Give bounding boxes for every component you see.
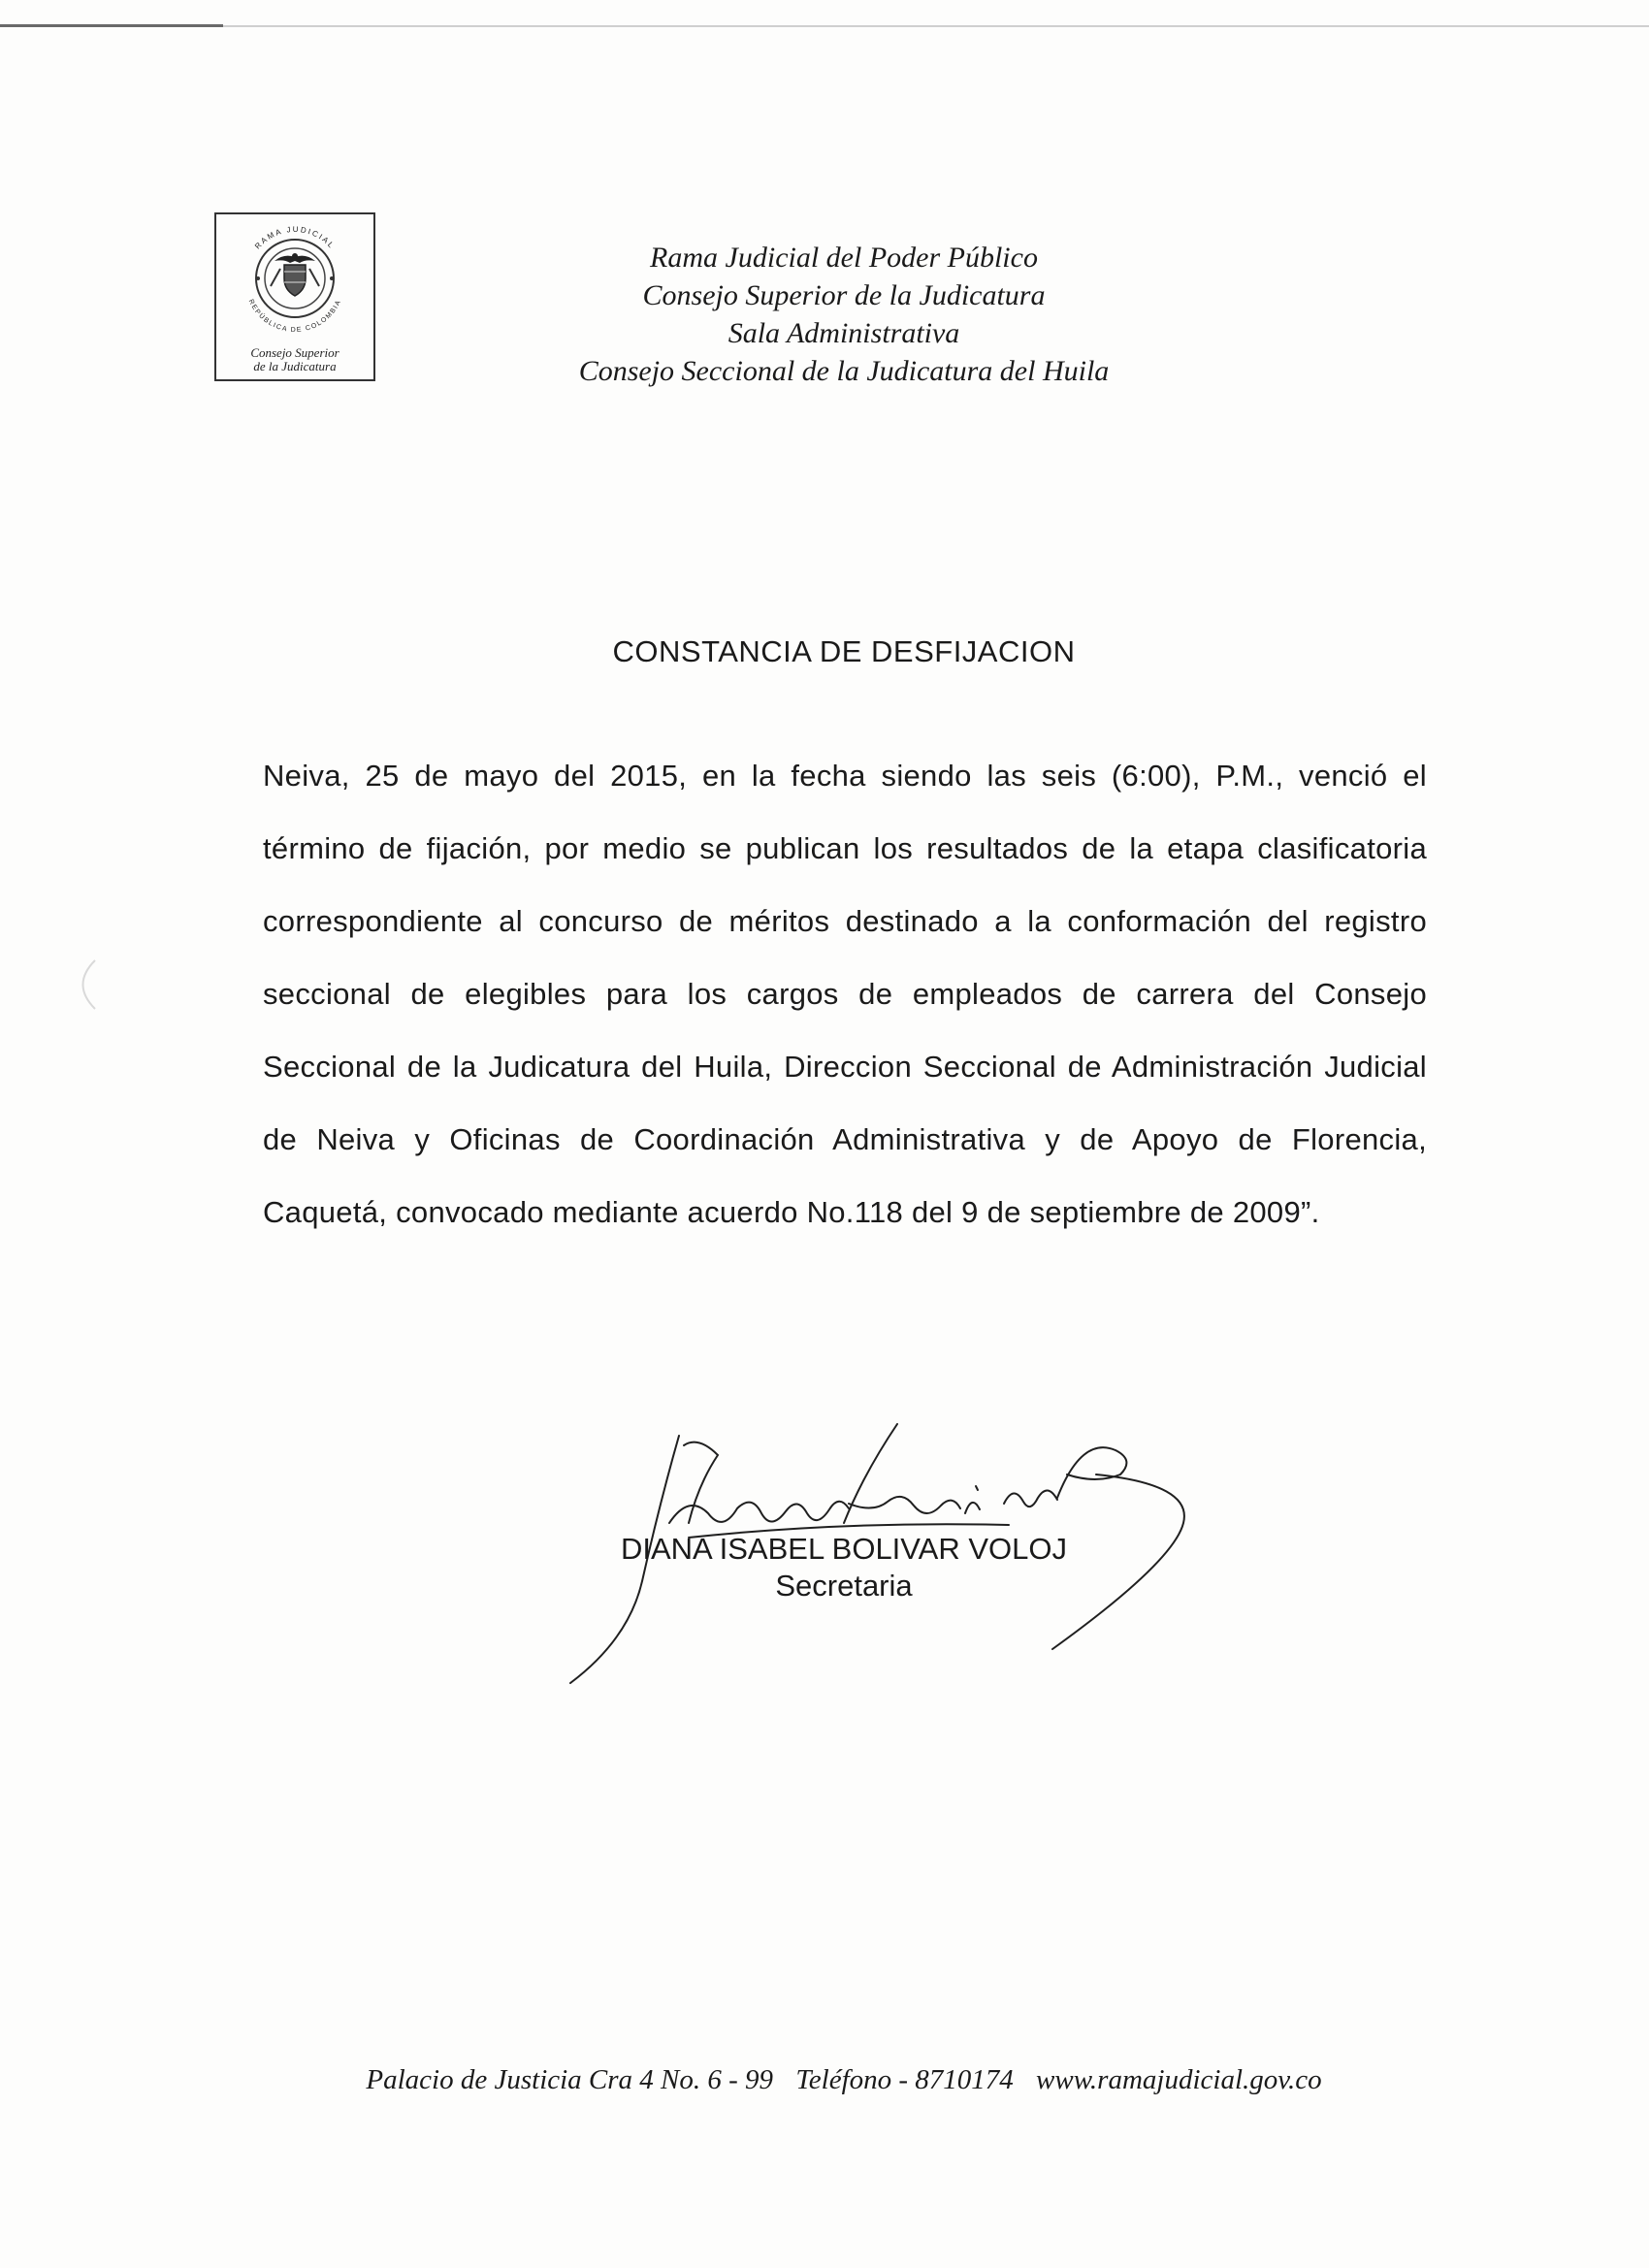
colombia-coat-of-arms-seal-icon bbox=[224, 218, 366, 335]
logo-caption bbox=[216, 346, 373, 373]
scan-artifact bbox=[66, 956, 105, 1014]
signer-name: DIANA ISABEL BOLIVAR VOLOJ bbox=[620, 1532, 1067, 1566]
page-footer bbox=[0, 2064, 1649, 2096]
institution-logo bbox=[214, 212, 375, 381]
logo-caption-line2: de la Judicatura bbox=[253, 359, 337, 373]
letterhead-line1: Rama Judicial del Poder Público bbox=[650, 242, 1038, 274]
body-paragraph: Neiva, 25 de mayo del 2015, en la fecha siendo las seis (6:00), P.M., venció el término de fijación, por medio se publican los resultados de la etapa clasificatoria correspondiente al concurso de méritos destinado a la conformación del registro seccional de elegibles para los cargos de empleados de carrera del Consejo Seccional de la Judicatura del Huila, Direccion Seccional de Administración Judicial de Neiva y Oficinas de Coordinación Administrativa y de Apoyo de Florencia, Caquetá, convocado mediante acuerdo No.118 del 9 de septiembre de 2009”. bbox=[263, 759, 1427, 1229]
signer-block bbox=[601, 1531, 1086, 1604]
scan-top-rule-dark bbox=[0, 24, 223, 27]
seal-text-top: RAMA JUDICIAL bbox=[253, 224, 337, 251]
letterhead bbox=[524, 239, 1164, 390]
footer-website: www.ramajudicial.gov.co bbox=[1036, 2064, 1322, 2095]
seal-text-bottom: REPÚBLICA DE COLOMBIA bbox=[246, 298, 343, 335]
document-body bbox=[263, 739, 1427, 1248]
logo-caption-line1: Consejo Superior bbox=[250, 345, 340, 360]
footer-address: Palacio de Justicia Cra 4 No. 6 - 99 bbox=[366, 2064, 774, 2095]
document-title: CONSTANCIA DE DESFIJACION bbox=[612, 634, 1076, 668]
letterhead-line2: Consejo Superior de la Judicatura bbox=[642, 279, 1046, 311]
footer-phone: Teléfono - 8710174 bbox=[795, 2064, 1014, 2095]
svg-text:RAMA JUDICIAL bbox=[253, 225, 337, 251]
letterhead-line4: Consejo Seccional de la Judicatura del Huila bbox=[578, 355, 1110, 387]
signer-role: Secretaria bbox=[775, 1569, 913, 1603]
letterhead-line3: Sala Administrativa bbox=[728, 317, 960, 349]
svg-text:REPÚBLICA DE COLOMBIA bbox=[247, 299, 343, 334]
scan-top-rule bbox=[0, 25, 1649, 27]
